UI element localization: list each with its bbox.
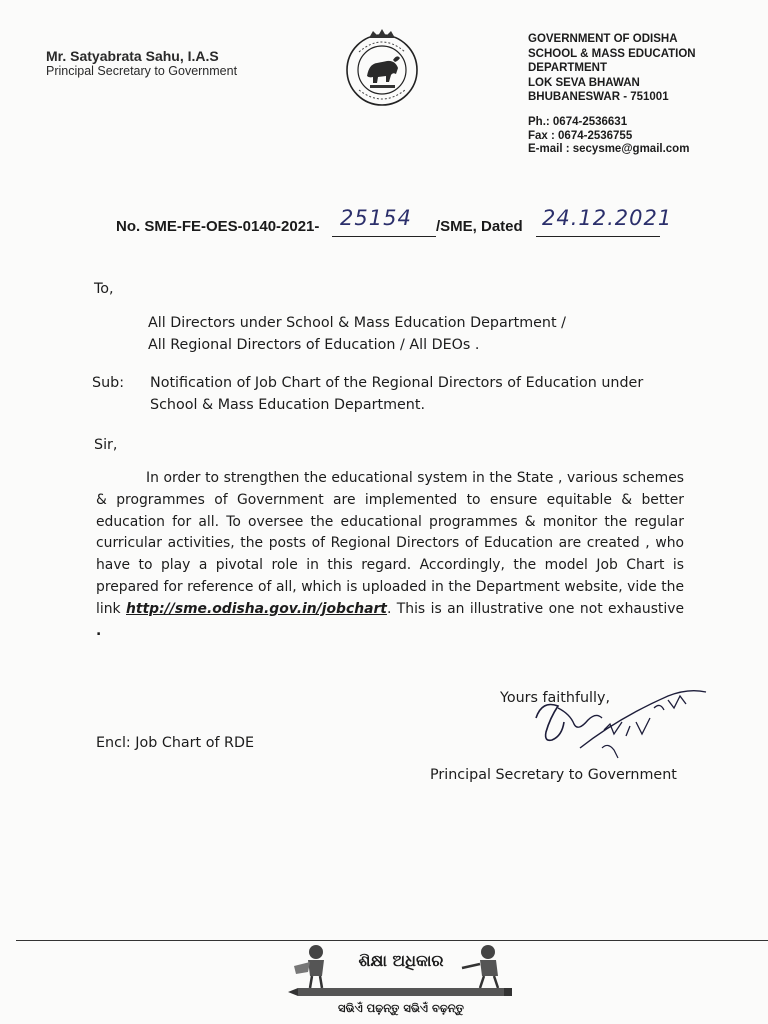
footer-logo <box>284 942 518 1016</box>
address-line: LOK SEVA BHAWAN <box>528 76 640 89</box>
signatory-designation: Principal Secretary to Government <box>430 767 677 783</box>
email-address: E-mail : secysme@gmail.com <box>528 143 690 155</box>
address-line: BHUBANESWAR - 751001 <box>528 91 669 103</box>
contact-details <box>528 116 689 157</box>
subject-line: School & Mass Education Department. <box>150 397 426 413</box>
reference-prefix: No. SME-FE-OES-0140-2021- <box>116 218 320 235</box>
enclosure-note: Encl: Job Chart of RDE <box>96 735 255 751</box>
date-underline <box>536 236 660 237</box>
child-right-icon <box>462 945 498 988</box>
reference-date: 24.12.2021 <box>542 206 673 230</box>
reference-line <box>116 206 696 242</box>
closing-phrase: Yours faithfully, <box>500 690 610 706</box>
address-line: DEPARTMENT <box>528 62 608 74</box>
to-label: To, <box>94 281 114 297</box>
subject-line: Notification of Job Chart of the Regional Directors of Education under <box>150 375 644 391</box>
sender-name: Mr. Satyabrata Sahu, I.A.S <box>46 48 219 64</box>
reference-number: 25154 <box>340 206 412 230</box>
body-text: In order to strengthen the educational system in the State , various schemes & programmes of Government are implemented to ensure equitable & better education for all. To oversee the educational programmes & monitor the regular curricular activities, the posts of Regional Directors of Education are created , who have to play a pivotal role in this regard. Accordingly, the model Job Chart is prepared for reference of all, which is uploaded in the Department website, vide the link <box>96 470 684 617</box>
body-end: . <box>96 622 102 639</box>
child-left-icon <box>294 945 324 988</box>
pencil-icon <box>288 988 512 996</box>
footer-logo-text: ଶିକ୍ଷା ଅଧିକାର <box>358 951 444 970</box>
footer-tagline: ସଭିଏଁ ପଢ଼ନ୍ତୁ ସଭିଏଁ ବଢ଼ନ୍ତୁ <box>338 1001 464 1015</box>
address-line: SCHOOL & MASS EDUCATION <box>528 47 696 60</box>
recipient-line: All Directors under School & Mass Education Department / <box>148 315 566 331</box>
footer-divider <box>16 940 768 941</box>
subject-label: Sub: <box>92 375 125 391</box>
reference-dated-label: /SME, Dated <box>436 218 523 235</box>
sender-title: Principal Secretary to Government <box>46 64 238 78</box>
fax-number: Fax : 0674-2536755 <box>528 129 633 142</box>
salutation: Sir, <box>94 437 118 453</box>
number-underline <box>332 236 436 237</box>
address-line: GOVERNMENT OF ODISHA <box>528 33 678 45</box>
department-address <box>528 32 696 105</box>
jobchart-link[interactable]: http://sme.odisha.gov.in/jobchart <box>126 600 387 617</box>
body-text: . This is an illustrative one not exhaustive <box>386 600 685 617</box>
phone-number: Ph.: 0674-2536631 <box>528 116 628 128</box>
recipient-line: All Regional Directors of Education / All DEOs . <box>148 337 480 353</box>
body-paragraph <box>96 468 684 642</box>
odisha-emblem-icon <box>343 28 421 108</box>
